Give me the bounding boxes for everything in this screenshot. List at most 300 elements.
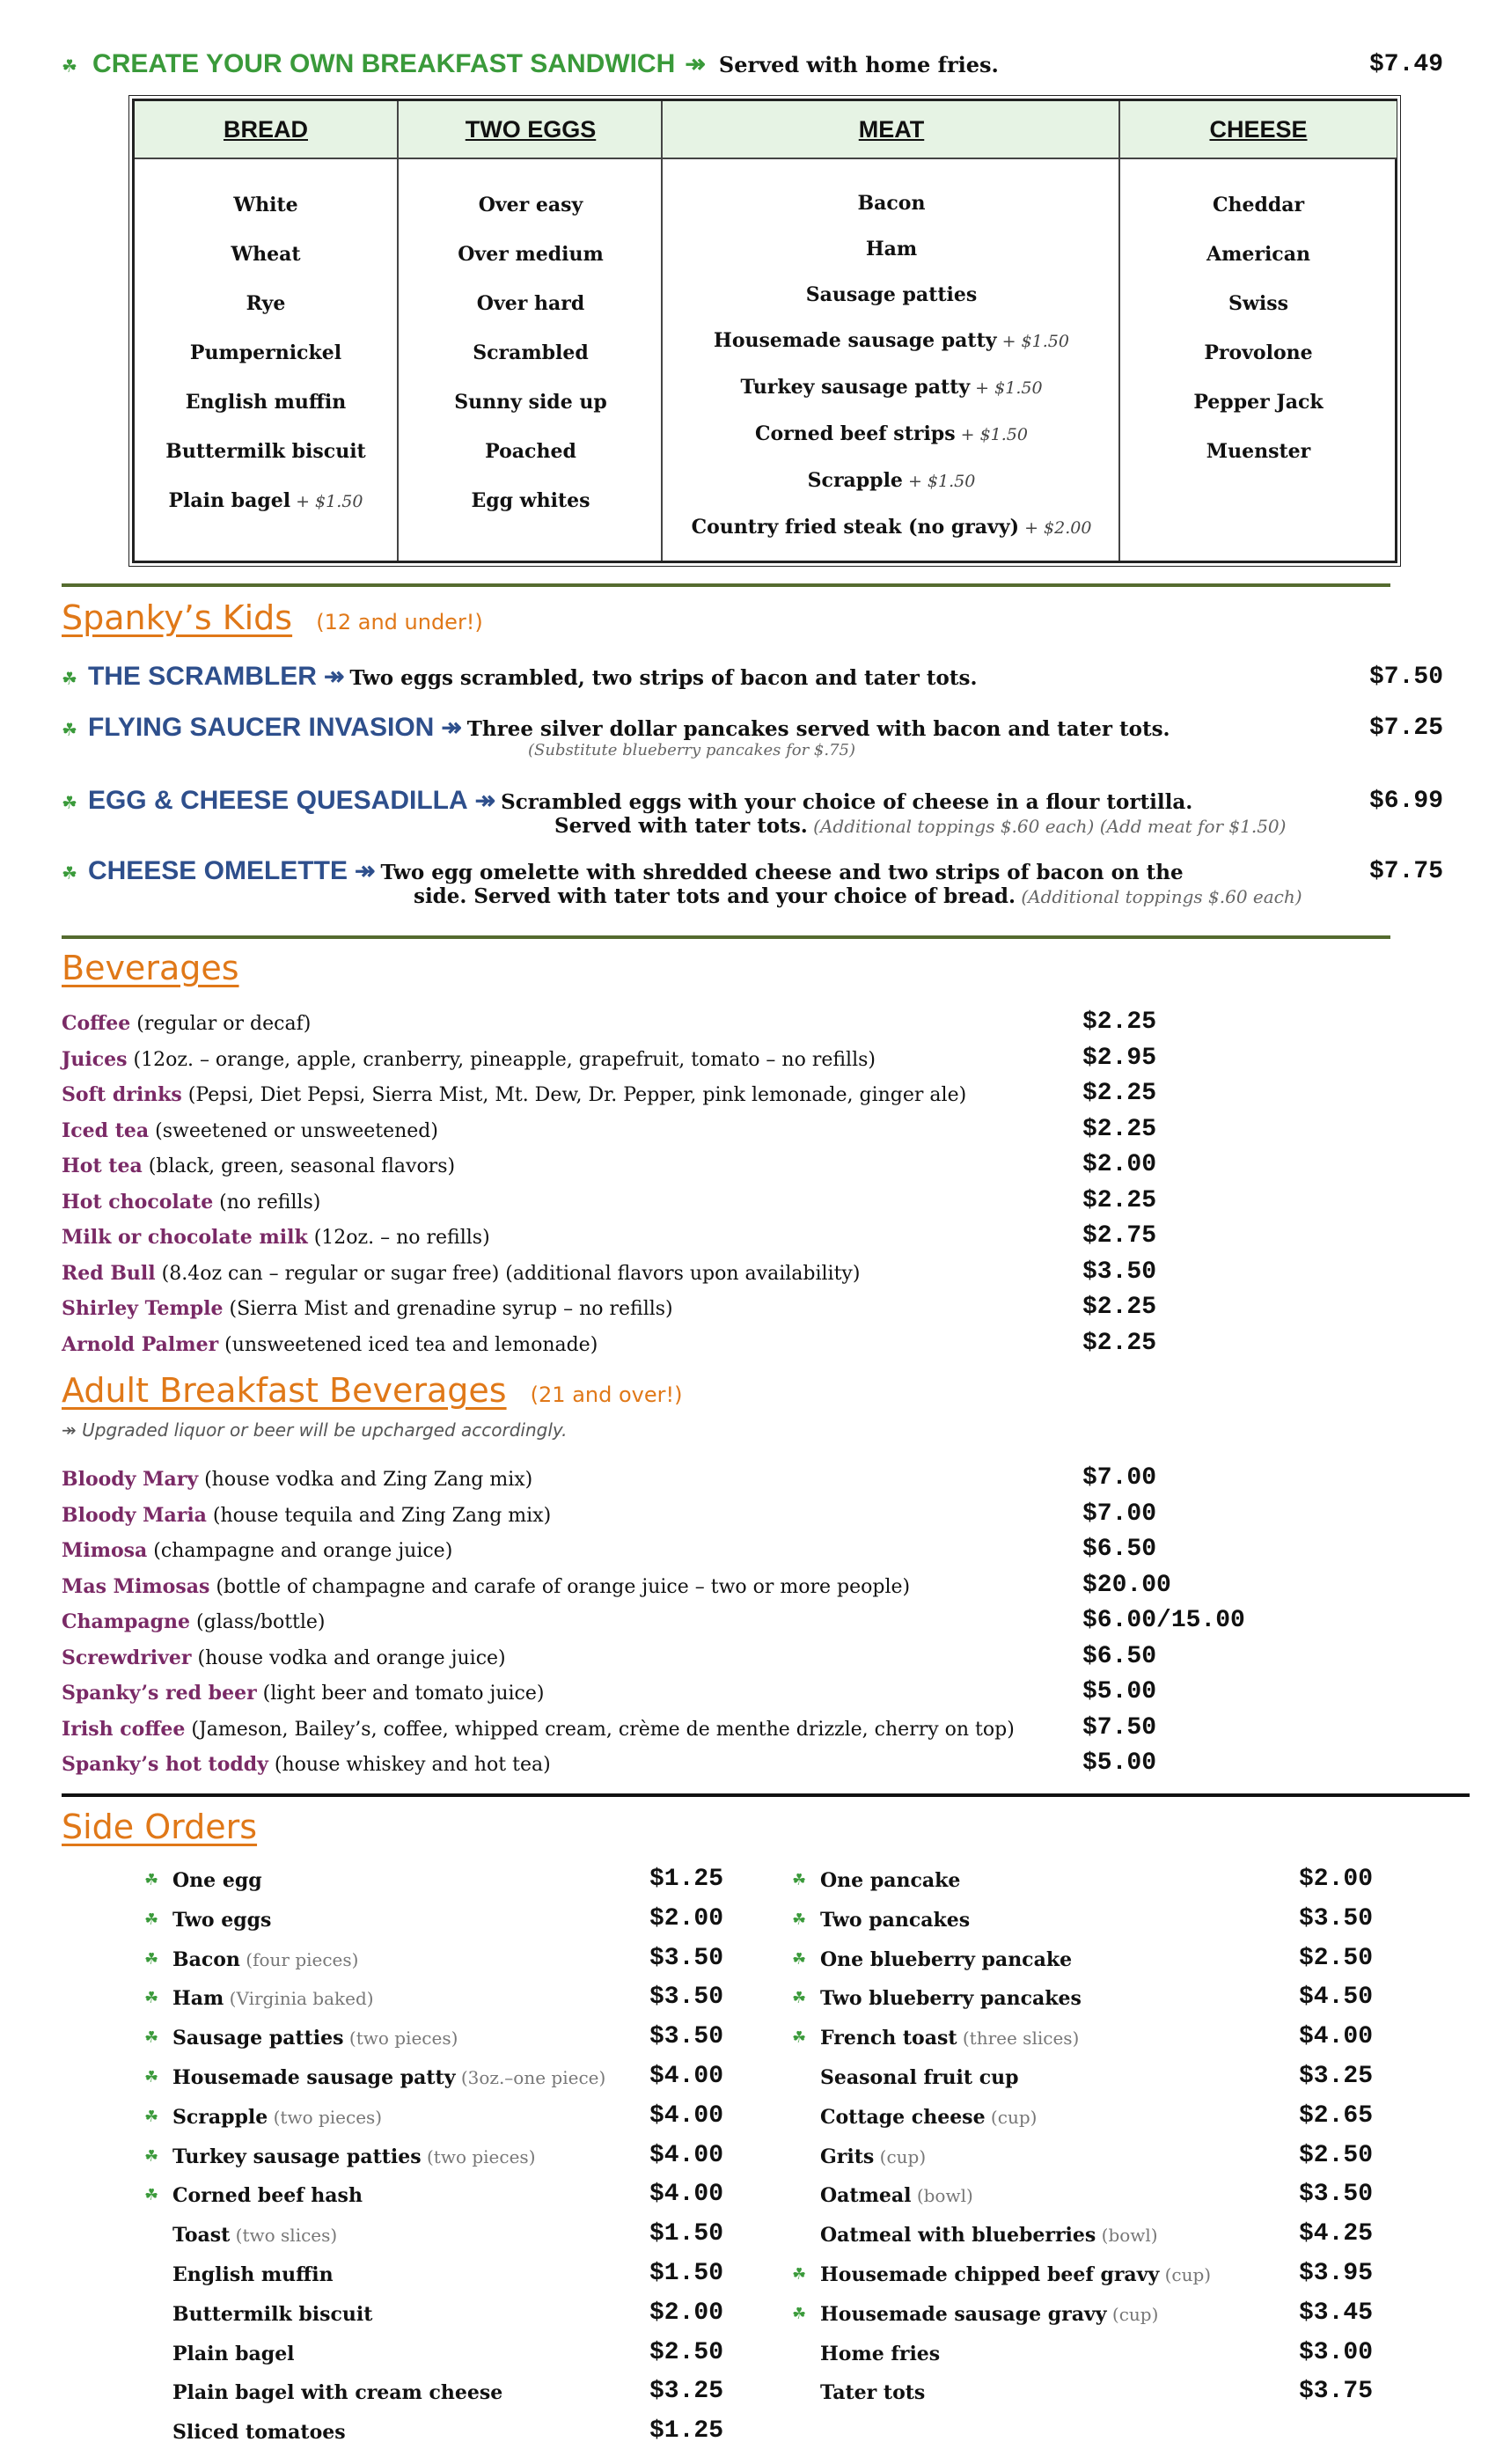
side-item-price: $3.00 [1299, 2338, 1374, 2366]
side-item [820, 2224, 1158, 2247]
side-item-note: (two pieces) [421, 2145, 536, 2167]
side-item-price: $2.00 [649, 1904, 724, 1932]
clover-icon: ☘ [792, 2028, 807, 2048]
clover-icon: ☘ [144, 1910, 159, 1929]
side-item-name: Grits [820, 2145, 875, 2168]
side-item [172, 2303, 372, 2326]
option-item [399, 378, 663, 427]
side-item-price: $4.50 [1299, 1984, 1374, 2012]
option-upcharge: + $1.50 [290, 492, 363, 511]
option-name: Over hard [476, 292, 585, 315]
side-item [172, 2343, 295, 2365]
option-name: English muffin [185, 391, 347, 414]
option-name: Cheddar [1212, 194, 1305, 216]
option-name: Scrapple [807, 469, 903, 492]
side-item-price: $3.50 [1299, 2181, 1374, 2209]
side-item-note: (bowl) [911, 2185, 973, 2207]
table-column-meat [661, 101, 1120, 561]
side-item-name: Sausage patties [172, 2027, 344, 2050]
kids-item-note: (Additional toppings $.60 each) (Add meat for $1.50) [807, 816, 1287, 837]
side-item [172, 1987, 374, 2010]
beverage-price: $2.25 [1082, 1008, 1157, 1036]
side-item-name: One egg [172, 1869, 262, 1892]
option-item [399, 230, 663, 279]
option-item [1120, 328, 1397, 378]
arrow-icon: ↠ [441, 714, 462, 741]
clover-icon: ☘ [144, 2107, 159, 2126]
side-item-name: Home fries [820, 2342, 941, 2365]
beverage-desc: (Sierra Mist and grenadine syrup – no refills) [223, 1298, 673, 1320]
side-item [172, 2421, 346, 2444]
beverage-item [62, 1262, 860, 1285]
beverage-price: $5.00 [1082, 1749, 1157, 1777]
beverage-item [62, 1333, 598, 1356]
side-item-name: Oatmeal with blueberries [820, 2224, 1096, 2248]
side-item-price: $3.50 [649, 1944, 724, 1972]
option-name: Housemade sausage patty [714, 329, 997, 352]
side-item-note: (two pieces) [343, 2028, 458, 2050]
option-name: Turkey sausage patty [740, 376, 971, 399]
beverage-name: Spanky’s red beer [62, 1682, 257, 1705]
column-header: CHEESE [1120, 101, 1397, 159]
side-item-name: One blueberry pancake [820, 1947, 1073, 1971]
clover-icon: ☘ [792, 2265, 807, 2284]
side-item-price: $1.50 [649, 2260, 724, 2287]
side-item-price: $1.25 [649, 1866, 724, 1893]
beverage-item [62, 1682, 544, 1705]
beverage-name: Coffee [62, 1012, 131, 1035]
side-item-price: $3.45 [1299, 2299, 1374, 2327]
beverage-desc: (regular or decaf) [130, 1013, 312, 1035]
beverage-item [62, 1468, 532, 1491]
option-name: Provolone [1204, 341, 1313, 364]
clover-icon: ☘ [792, 1910, 807, 1929]
option-item [135, 230, 397, 279]
side-item [820, 1948, 1072, 1971]
side-item-note: (bowl) [1096, 2225, 1158, 2247]
kids-heading [62, 598, 483, 637]
beverage-price: $6.50 [1082, 1642, 1157, 1670]
beverage-item [62, 1504, 551, 1527]
kids-item-name: THE SCRAMBLER [87, 662, 317, 691]
option-name: Over medium [458, 243, 604, 266]
beverage-item [62, 1718, 1015, 1741]
side-item-note: (three slices) [957, 2028, 1080, 2050]
sandwich-desc: Served with home fries. [718, 52, 999, 77]
option-item [663, 318, 1120, 364]
table-column-cheese [1118, 101, 1397, 561]
beverage-desc: (12oz. – orange, apple, cranberry, pineapple, grapefruit, tomato – no refills) [127, 1048, 876, 1071]
beverage-desc: (black, green, seasonal flavors) [142, 1155, 456, 1177]
option-item [663, 411, 1120, 458]
side-item-price: $4.25 [1299, 2220, 1374, 2248]
side-item-name: Seasonal fruit cup [820, 2066, 1019, 2089]
beverage-desc: (glass/bottle) [190, 1611, 326, 1633]
side-item-note: (cup) [1106, 2303, 1159, 2325]
clover-icon: ☘ [62, 55, 77, 77]
kids-item-line2 [528, 741, 855, 759]
kids-item-name: FLYING SAUCER INVASION [87, 713, 435, 742]
beverage-item [62, 1575, 910, 1598]
beverage-name: Bloody Maria [62, 1503, 207, 1527]
clover-icon: ☘ [144, 1871, 159, 1889]
kids-item-price: $6.99 [1368, 788, 1443, 815]
beverage-item [62, 1646, 506, 1669]
beverage-item [62, 1191, 320, 1214]
option-name: Plain bagel [168, 489, 291, 512]
side-item-price: $2.50 [1299, 2141, 1374, 2169]
kids-item [62, 713, 1443, 743]
option-item [399, 328, 663, 378]
option-item [1120, 279, 1397, 328]
option-name: Corned beef strips [755, 422, 956, 445]
divider [62, 935, 1390, 939]
option-name: American [1206, 243, 1310, 266]
side-item [820, 2263, 1211, 2286]
side-item-price: $2.50 [1299, 1944, 1374, 1972]
side-item-name: Housemade chipped beef gravy [820, 2263, 1160, 2286]
arrow-icon: ↠ [354, 857, 376, 884]
side-item-name: Plain bagel with cream cheese [172, 2381, 503, 2405]
beverage-name: Milk or chocolate milk [62, 1226, 308, 1249]
beverage-item [62, 1753, 551, 1776]
side-item [820, 2381, 925, 2404]
beverage-desc: (bottle of champagne and carafe of orange juice – two or more people) [209, 1575, 911, 1598]
side-item [820, 1987, 1082, 2010]
side-item-price: $1.25 [649, 2417, 724, 2446]
adult-heading [62, 1371, 682, 1410]
option-item [663, 180, 1120, 226]
kids-item-desc: Scrambled eggs with your choice of cheese in a flour tortilla. [501, 790, 1193, 814]
side-item-name: Bacon [172, 1947, 240, 1971]
option-item [399, 476, 663, 525]
side-item-name: Two eggs [172, 1908, 272, 1932]
option-item [399, 279, 663, 328]
clover-icon: ☘ [62, 719, 77, 740]
beverage-price: $2.00 [1082, 1151, 1157, 1178]
side-item-name: Housemade sausage patty [172, 2066, 456, 2089]
option-upcharge: + $2.00 [1019, 518, 1092, 538]
beverage-name: Screwdriver [62, 1646, 192, 1669]
option-item [663, 226, 1120, 272]
side-item [820, 2145, 926, 2168]
option-name: Ham [865, 238, 918, 260]
side-item-name: Cottage cheese [820, 2105, 986, 2129]
option-upcharge: + $1.50 [902, 472, 976, 491]
side-item [820, 2106, 1037, 2129]
side-item [172, 1909, 271, 1932]
beverage-name: Red Bull [62, 1261, 156, 1285]
side-item-price: $1.50 [649, 2220, 724, 2248]
option-item [135, 378, 397, 427]
side-item [820, 2184, 973, 2207]
beverage-desc: (champagne and orange juice) [147, 1540, 453, 1562]
beverage-desc: (light beer and tomato juice) [256, 1683, 545, 1705]
kids-item-line2 [554, 814, 1286, 838]
option-item [399, 427, 663, 476]
side-item [820, 2343, 940, 2365]
beverage-item [62, 1226, 490, 1249]
side-item-note: (cup) [985, 2106, 1038, 2128]
side-item [172, 2106, 382, 2129]
beverage-item [62, 1083, 966, 1106]
column-items [663, 159, 1120, 551]
option-item [135, 180, 397, 230]
kids-item-price: $7.50 [1368, 664, 1443, 691]
kids-item-name: EGG & CHEESE QUESADILLA [87, 786, 468, 815]
side-item-note: (two slices) [230, 2225, 338, 2247]
option-name: Egg whites [471, 489, 590, 512]
side-item [172, 2184, 363, 2207]
side-item [172, 2027, 458, 2050]
column-header: BREAD [135, 101, 397, 159]
side-item-price: $3.25 [1299, 2063, 1374, 2090]
side-item-name: Turkey sausage patties [172, 2145, 422, 2168]
option-item [663, 272, 1120, 318]
clover-icon: ☘ [144, 2146, 159, 2166]
kids-item-desc: Two eggs scrambled, two strips of bacon and tater tots. [349, 666, 978, 690]
option-name: Bacon [857, 192, 926, 215]
beverage-desc: (12oz. – no refills) [307, 1227, 490, 1249]
side-item [172, 1869, 262, 1892]
section-title-kids: Spanky’s Kids [62, 598, 293, 637]
side-item-price: $4.00 [649, 2101, 724, 2130]
column-items [1120, 159, 1397, 476]
side-item-name: Corned beef hash [172, 2184, 363, 2208]
sandwich-table [132, 99, 1397, 563]
side-item-price: $4.00 [649, 2141, 724, 2169]
kids-item [62, 662, 1443, 692]
side-item [172, 2381, 502, 2404]
beverage-name: Shirley Temple [62, 1297, 224, 1320]
side-item-note: (cup) [874, 2145, 927, 2167]
option-name: Wheat [231, 243, 301, 266]
beverage-name: Champagne [62, 1610, 191, 1633]
adult-age-note: (21 and over!) [530, 1382, 683, 1407]
option-item [1120, 427, 1397, 476]
side-item [172, 2145, 536, 2168]
clover-icon: ☘ [62, 668, 77, 689]
section-title-beverages: Beverages [62, 949, 239, 987]
beverage-desc: (unsweetened iced tea and lemonade) [218, 1333, 598, 1356]
beverage-name: Mas Mimosas [62, 1574, 210, 1598]
clover-icon: ☘ [144, 1949, 159, 1969]
side-item [172, 2066, 605, 2089]
option-item [663, 458, 1120, 504]
option-item [135, 279, 397, 328]
side-item-price: $4.00 [1299, 2023, 1374, 2051]
kids-item-line2 [414, 884, 1302, 908]
side-item [820, 2303, 1158, 2326]
option-name: Buttermilk biscuit [165, 440, 366, 463]
side-item [820, 2066, 1018, 2089]
kids-item-note: (Additional toppings $.60 each) [1016, 886, 1302, 907]
kids-item-name: CHEESE OMELETTE [87, 856, 348, 885]
kids-item-desc-cont: Served with tater tots. [554, 814, 808, 838]
side-item-name: Two blueberry pancakes [820, 1987, 1082, 2011]
side-item [172, 2263, 334, 2286]
divider [62, 1793, 1470, 1797]
beverage-item [62, 1539, 452, 1562]
beverage-desc: (house whiskey and hot tea) [268, 1754, 551, 1776]
beverage-item [62, 1297, 673, 1320]
option-item [1120, 378, 1397, 427]
clover-icon: ☘ [792, 1949, 807, 1969]
beverage-item [62, 1119, 438, 1142]
option-upcharge: + $1.50 [955, 425, 1028, 444]
side-item [820, 1869, 960, 1892]
table-column-bread [135, 101, 397, 561]
option-name: Scrambled [473, 341, 589, 364]
clover-icon: ☘ [62, 792, 77, 813]
column-items [135, 159, 397, 526]
beverage-price: $6.00/15.00 [1082, 1607, 1245, 1634]
beverage-name: Spanky’s hot toddy [62, 1753, 268, 1776]
side-item-price: $3.50 [1299, 1904, 1374, 1932]
option-name: Country fried steak (no gravy) [691, 516, 1020, 539]
beverage-price: $7.00 [1082, 1500, 1157, 1528]
side-item-price: $3.95 [1299, 2260, 1374, 2287]
clover-icon: ☘ [144, 2028, 159, 2048]
option-name: Sausage patties [805, 283, 978, 306]
kids-item-price: $7.75 [1368, 858, 1443, 885]
side-item-price: $3.25 [649, 2378, 724, 2406]
side-item-price: $2.50 [649, 2338, 724, 2366]
beverage-price: $6.50 [1082, 1536, 1157, 1563]
kids-age-note: (12 and under!) [316, 610, 483, 634]
option-name: Over easy [478, 194, 583, 216]
arrow-icon: ↠ [323, 663, 345, 690]
arrow-icon: ↠ [474, 787, 496, 814]
clover-icon: ☘ [144, 1989, 159, 2008]
option-name: Swiss [1228, 292, 1288, 315]
adult-subnote: ↠ Upgraded liquor or beer will be upcharged accordingly. [62, 1419, 568, 1441]
side-item-price: $3.50 [649, 2023, 724, 2051]
option-item [135, 427, 397, 476]
kids-item-price: $7.25 [1368, 715, 1443, 742]
clover-icon: ☘ [62, 862, 77, 884]
beverage-item [62, 1048, 876, 1071]
option-item [1120, 230, 1397, 279]
clover-icon: ☘ [792, 1989, 807, 2008]
divider [62, 583, 1390, 587]
side-item-price: $3.75 [1299, 2378, 1374, 2406]
side-item-name: Plain bagel [172, 2342, 295, 2365]
option-item [663, 504, 1120, 551]
option-upcharge: + $1.50 [996, 332, 1069, 351]
side-item-note: (3oz.–one piece) [455, 2067, 606, 2088]
column-header: TWO EGGS [399, 101, 663, 159]
kids-item [62, 856, 1443, 886]
option-item [135, 476, 397, 526]
side-item-name: Scrapple [172, 2105, 268, 2129]
section-title-sides: Side Orders [62, 1808, 258, 1846]
beverage-item [62, 1610, 326, 1633]
section-title-adult: Adult Breakfast Beverages [62, 1371, 507, 1410]
option-name: Pumpernickel [189, 341, 342, 364]
side-item [820, 1909, 970, 1932]
beverage-name: Iced tea [62, 1118, 150, 1142]
table-column-eggs [397, 101, 663, 561]
side-item-name: English muffin [172, 2263, 334, 2286]
side-item-price: $3.50 [649, 1984, 724, 2012]
side-item-name: Two pancakes [820, 1908, 971, 1932]
beverage-name: Mimosa [62, 1539, 148, 1562]
beverage-price: $2.75 [1082, 1222, 1157, 1250]
option-item [663, 364, 1120, 411]
option-upcharge: + $1.50 [970, 378, 1043, 398]
option-name: Rye [246, 292, 286, 315]
kids-item-note: (Substitute blueberry pancakes for $.75) [528, 741, 856, 759]
option-name: Muenster [1206, 440, 1311, 463]
beverage-name: Bloody Mary [62, 1468, 199, 1491]
beverage-price: $2.95 [1082, 1044, 1157, 1072]
sandwich-title: CREATE YOUR OWN BREAKFAST SANDWICH [92, 49, 676, 78]
beverage-item [62, 1155, 455, 1177]
side-item-name: Sliced tomatoes [172, 2421, 346, 2445]
side-item-price: $2.00 [649, 2299, 724, 2327]
beverage-name: Juices [62, 1047, 128, 1071]
column-header: MEAT [663, 101, 1120, 159]
side-item-name: Oatmeal [820, 2184, 912, 2208]
option-item [135, 328, 397, 378]
side-item-name: One pancake [820, 1869, 961, 1892]
sandwich-price: $7.49 [1368, 51, 1443, 78]
beverage-name: Hot chocolate [62, 1190, 214, 1214]
side-item-note: (Virginia baked) [224, 1988, 374, 2010]
side-item-price: $4.00 [649, 2063, 724, 2090]
option-item [399, 180, 663, 230]
beverage-desc: (house tequila and Zing Zang mix) [206, 1504, 552, 1527]
side-item-note: (four pieces) [239, 1948, 359, 1970]
option-name: Pepper Jack [1193, 391, 1324, 414]
kids-item-desc: Two egg omelette with shredded cheese and two strips of bacon on the [380, 861, 1184, 884]
side-item-name: Toast [172, 2224, 231, 2248]
beverage-price: $20.00 [1082, 1571, 1171, 1599]
clover-icon: ☘ [792, 2304, 807, 2323]
beverage-name: Hot tea [62, 1155, 143, 1177]
beverage-price: $7.50 [1082, 1713, 1157, 1742]
side-item-name: Housemade sausage gravy [820, 2302, 1107, 2326]
beverage-desc: (house vodka and Zing Zang mix) [198, 1469, 533, 1491]
side-item [172, 1948, 358, 1971]
beverage-price: $2.25 [1082, 1294, 1157, 1321]
column-items [399, 159, 663, 525]
beverage-name: Arnold Palmer [62, 1332, 219, 1356]
beverage-desc: (house vodka and orange juice) [191, 1646, 506, 1669]
side-item-price: $2.65 [1299, 2101, 1374, 2130]
side-item [172, 2224, 337, 2247]
beverage-desc: (8.4oz can – regular or sugar free) (additional flavors upon availability) [155, 1262, 861, 1285]
side-item-note: (cup) [1159, 2264, 1212, 2285]
side-item-name: Buttermilk biscuit [172, 2302, 373, 2326]
kids-item-desc-cont: side. Served with tater tots and your choice of bread. [414, 884, 1016, 908]
side-item-name: French toast [820, 2027, 957, 2050]
kids-item [62, 786, 1443, 816]
clover-icon: ☘ [792, 1871, 807, 1889]
option-name: Sunny side up [454, 391, 607, 414]
kids-item-desc: Three silver dollar pancakes served with bacon and tater tots. [466, 717, 1170, 741]
beverage-price: $5.00 [1082, 1678, 1157, 1705]
beverage-price: $7.00 [1082, 1464, 1157, 1492]
sandwich-header [62, 49, 1443, 84]
beverage-price: $2.25 [1082, 1080, 1157, 1107]
beverage-price: $2.25 [1082, 1329, 1157, 1357]
beverage-desc: (Pepsi, Diet Pepsi, Sierra Mist, Mt. Dew, Dr. Pepper, pink lemonade, ginger ale) [181, 1084, 967, 1106]
side-item-name: Ham [172, 1987, 224, 2011]
side-item [820, 2027, 1079, 2050]
side-item-name: Tater tots [820, 2381, 926, 2405]
